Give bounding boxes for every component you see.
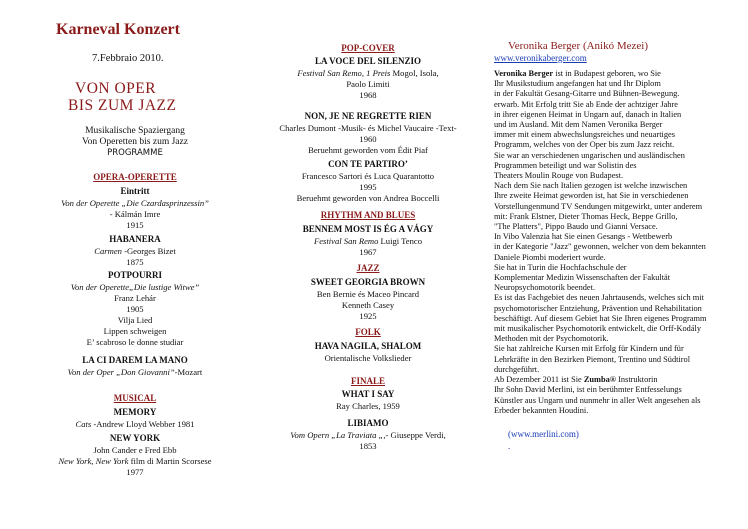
song-detail: Von der Oper „Don Giovanni”-Mozart	[67, 367, 203, 377]
song-detail: Vilja Lied	[117, 315, 153, 325]
song-title: BENNEM MOST IS ÉG A VÁGY	[302, 224, 434, 234]
song-detail: Kenneth Casey	[341, 300, 395, 310]
headline-line-1: VON OPER	[75, 80, 157, 97]
song-detail: Beruehmt geworden vom Édit Piaf	[308, 145, 428, 155]
section-heading-jazz: JAZZ	[356, 263, 380, 273]
song-detail: 1977	[126, 467, 144, 477]
song-detail: 1915	[126, 220, 144, 230]
bio-heading: Veronika Berger (Anikó Mezei)	[508, 40, 648, 52]
song-title: MEMORY	[113, 407, 157, 417]
section-heading-rnb: RHYTHM AND BLUES	[320, 210, 416, 220]
song-title: LA VOCE DEL SILENZIO	[315, 56, 421, 66]
song-detail: 1995	[359, 182, 377, 192]
song-title: POTPOURRI	[108, 270, 162, 280]
merlini-website-link[interactable]: (www.merlini.com)	[508, 429, 579, 439]
song-title: LIBIAMO	[347, 418, 389, 428]
concert-title: Karneval Konzert	[56, 21, 180, 38]
song-detail: Francesco Sartori és Luca Quarantotto	[301, 171, 435, 181]
song-detail: Vom Opern „La Traviata „,- Giuseppe Verdi,	[290, 430, 446, 440]
concert-date: 7.Febbraio 2010.	[92, 53, 164, 64]
song-detail: Orientalische Volkslieder	[324, 353, 412, 363]
section-heading-musical: MUSICAL	[113, 393, 157, 403]
bio-website-link[interactable]: www.veronikaberger.com	[494, 53, 587, 63]
song-title: NEW YORK	[109, 433, 161, 443]
song-detail: Franz Lehár	[114, 293, 156, 303]
song-title: CON TE PARTIRO’	[328, 159, 408, 169]
song-title: NON, JE NE REGRETTE RIEN	[304, 111, 432, 121]
song-detail: Von der Operette „Die Czardasprinzessin”	[61, 198, 209, 208]
song-title: WHAT I SAY	[341, 389, 395, 399]
song-detail: Lippen schweigen	[103, 326, 167, 336]
song-detail: 1925	[359, 311, 377, 321]
song-detail: 1853	[359, 441, 377, 451]
song-detail: Charles Dumont -Musik- és Michel Vaucaire -Text-	[279, 123, 457, 133]
song-detail: Ben Bernie és Maceo Pincard	[316, 289, 420, 299]
programme-label: PROGRAMME	[107, 148, 163, 158]
song-detail: Festival San Remo, 1 Preis Mogol, Isola,	[297, 68, 439, 78]
section-heading-folk: FOLK	[355, 327, 381, 337]
song-title: HAVA NAGILA, SHALOM	[314, 341, 422, 351]
song-detail: E’ scabroso le donne studiar	[86, 337, 184, 347]
song-title: HABANERA	[109, 234, 161, 244]
subtitle-line-1: Musikalische Spaziergang	[85, 126, 185, 136]
section-heading-opera: OPERA-OPERETTE	[93, 172, 177, 182]
song-title: SWEET GEORGIA BROWN	[310, 277, 426, 287]
song-detail: Festival San Remo Luigi Tenco	[313, 236, 423, 246]
song-detail: Paolo Limiti	[346, 79, 390, 89]
song-detail: 1967	[359, 247, 377, 257]
song-title: Eintritt	[120, 186, 150, 196]
section-heading-pop: POP-COVER	[341, 43, 395, 53]
song-title: LA CI DAREM LA MANO	[82, 355, 188, 365]
subtitle-line-2: Von Operetten bis zum Jazz	[82, 137, 188, 147]
song-detail: New York, New York film di Martin Scorsese	[58, 456, 212, 466]
song-detail: Cats -Andrew Lloyd Webber 1981	[75, 419, 195, 429]
headline-line-2: BIS ZUM JAZZ	[68, 97, 177, 114]
song-detail: Carmen -Georges Bizet	[94, 246, 176, 256]
song-detail: Beruehmt geworden von Andrea Boccelli	[296, 193, 440, 203]
song-detail: 1968	[359, 90, 377, 100]
song-detail: Von der Operette„Die lustige Witwe”	[70, 282, 200, 292]
song-detail: - Kálmán Imre	[109, 209, 161, 219]
bio-paragraph: Veronika Berger ist in Budapest geboren, wo Sie Ihr Musikstudium angefangen hat und Ihr Diplom in der Fakultät Gesang-Gitarre und Bühnen-Bewegung. erwarb. Mit Erfolg tritt Sie ab Ende der achtziger Jahre in ihrer eigenen Heimat in Ungarn auf, danach in Italien und im Ausland. Mit dem Namen Veronika Berger immer mit einem abwechslungsreiches und neuartiges Programm, welches von der Oper bis zum Jazz reicht. Sie war an verschiedenen ungarischen und ausländischen Programmen beteiligt und war Solistin des Theaters Moulin Rouge von Budapest. Nach dem Sie nach Italien gezogen ist welche inzwischen Ihre zweite Heimat geworden ist, hat Sie in verschiedenen Vorstellungenmund TV Sendungen mitgewirkt, unter anderem mit: Frank Elstner, Dieter Thomas Heck, Beppe Grillo, "The Platters", Pippo Baudo und Gianni Versace. In Vibo Valenzia hat Sie einen Gesangs - Wettbewerb in der Kategorie "Jazz" gewonnen, welcher von dem bekannten Daniele Piombi moderiert wurde. Sie hat in Turin die Hochfachschule der Komplementar Medizin Wissenschaften der Fakultät Neuropsychomotorik beendet. Es ist das Fachgebiet des neuen Jahrtausends, welches sich mit psychomotorischer Entziehung, Prävention und Rehabilitation beschäftigt. Auf diesem Gebiet hat Sie Ihren eigenes Programm mit musikalischer Psychomotorik entwickelt, die Orff-Kodály Methoden mit der Psychomotorik. Sie hat zahlreiche Kursen mit Erfolg für Kindern und für Lehrkräfte in den Bezirken Piemont, Trentino und Südtirol durchgeführt. Ab Dezember 2011 ist Sie Zumba® Instruktorin Ihr Sohn David Merlini, ist ein berühmter Entfesselungs Künstler aus Ungarn und nunmehr in aller Welt angesehen als Erbeder bekannten Houdini.	[494, 69, 707, 415]
song-detail: 1905	[126, 304, 144, 314]
song-detail: 1875	[126, 257, 144, 267]
section-heading-finale: FINALE	[350, 376, 385, 386]
song-detail: 1960	[359, 134, 377, 144]
song-detail: John Cander e Fred Ebb	[93, 445, 177, 455]
song-detail: Ray Charles, 1959	[336, 401, 400, 411]
trailing-dot: .	[508, 441, 511, 451]
